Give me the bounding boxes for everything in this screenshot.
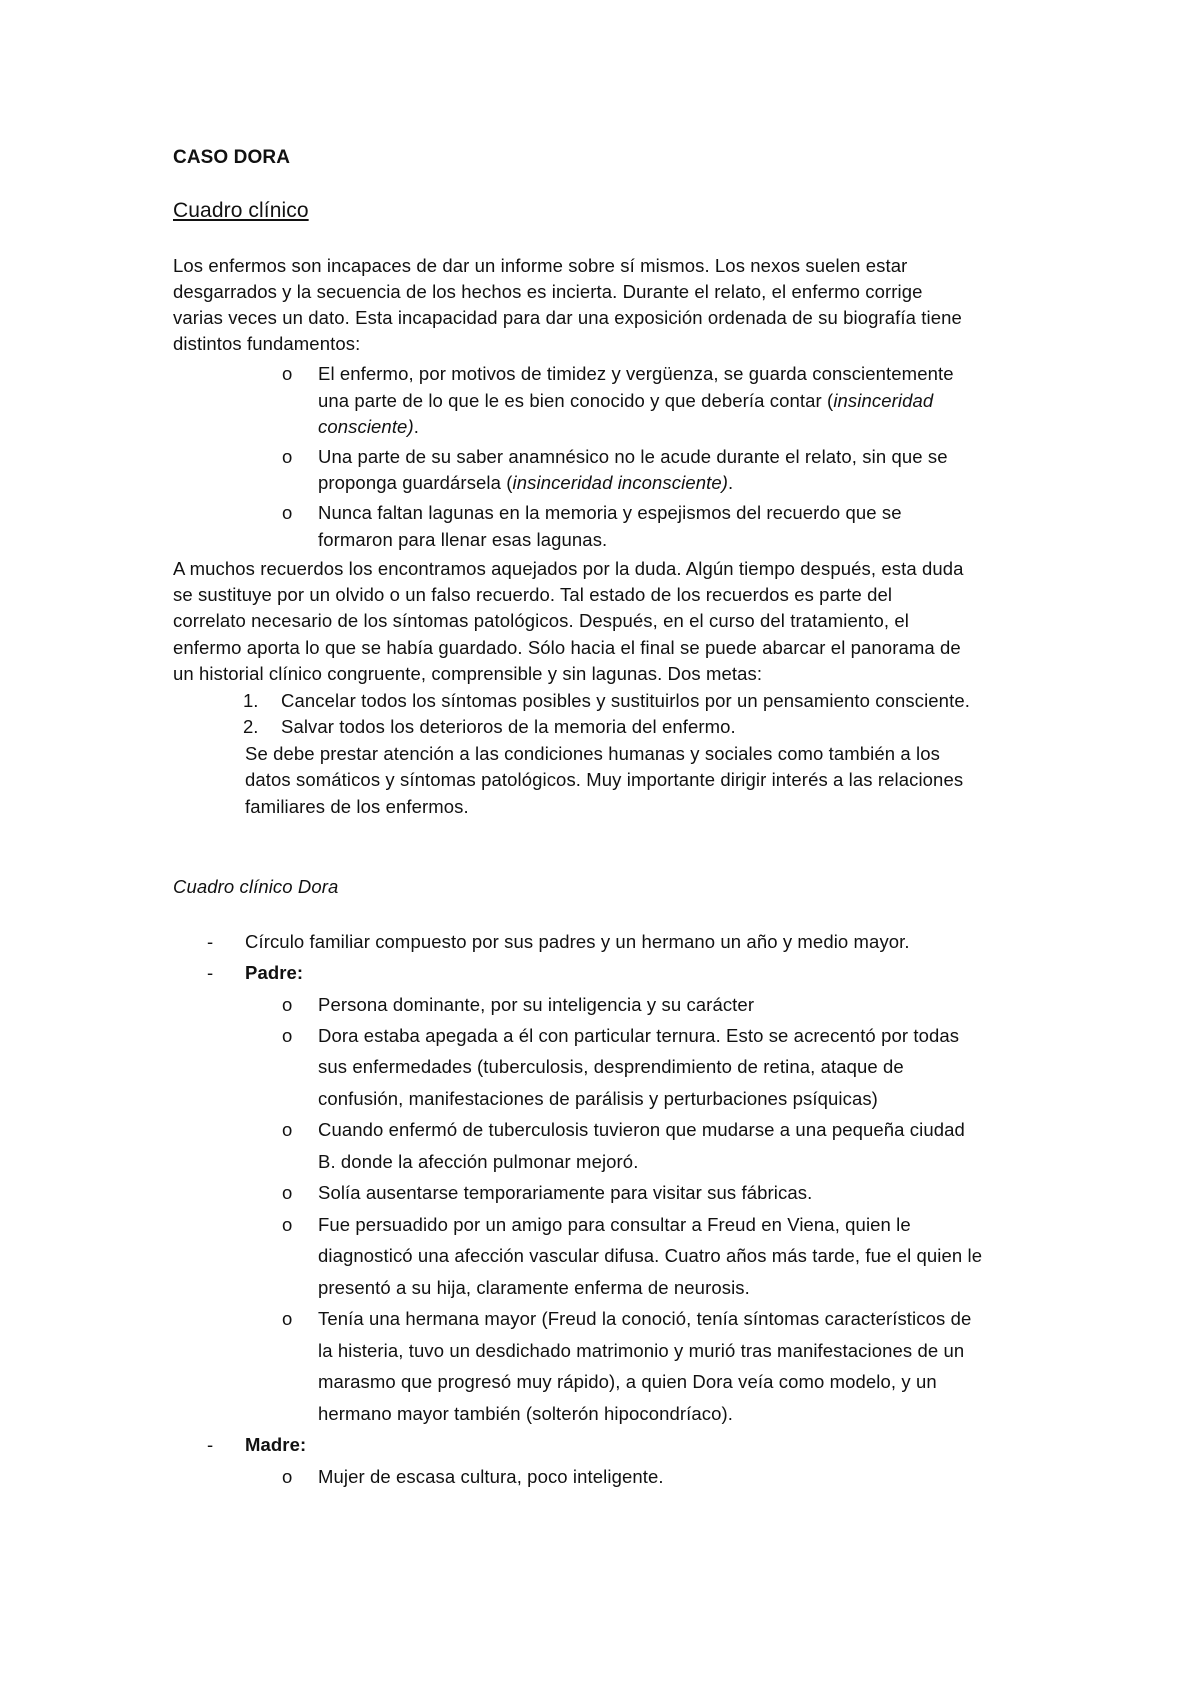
bullet-line: Solía ausentarse temporariamente para visitar sus fábricas. bbox=[318, 1182, 813, 1203]
bullet-marker: o bbox=[282, 446, 293, 467]
dash-marker: - bbox=[207, 962, 214, 983]
bullet-line: diagnosticó una afección vascular difusa. Cuatro años más tarde, fue el quien le bbox=[318, 1245, 983, 1266]
bullet-marker: o bbox=[282, 1025, 293, 1046]
bullet-marker: o bbox=[282, 363, 293, 384]
numbered-item: Cancelar todos los síntomas posibles y sustituirlos por un pensamiento consciente. bbox=[281, 690, 970, 711]
paragraph-line: distintos fundamentos: bbox=[173, 333, 361, 354]
bullet-marker: o bbox=[282, 1214, 293, 1235]
paragraph-line: A muchos recuerdos los encontramos aquejados por la duda. Algún tiempo después, esta duda bbox=[173, 558, 964, 579]
section-heading-cuadro-clinico: Cuadro clínico bbox=[173, 199, 309, 222]
italic-term: consciente) bbox=[318, 416, 414, 437]
bullet-marker: o bbox=[282, 1182, 293, 1203]
paragraph-line: familiares de los enfermos. bbox=[245, 796, 469, 817]
paragraph-line: varias veces un dato. Esta incapacidad para dar una exposición ordenada de su biografía tiene bbox=[173, 307, 962, 328]
bullet-marker: o bbox=[282, 994, 293, 1015]
bullet-line: confusión, manifestaciones de parálisis y perturbaciones psíquicas) bbox=[318, 1088, 878, 1109]
numbered-item: Salvar todos los deterioros de la memoria del enfermo. bbox=[281, 716, 736, 737]
document-title: CASO DORA bbox=[173, 147, 291, 168]
section-heading-cuadro-clinico-dora: Cuadro clínico Dora bbox=[173, 876, 339, 897]
bullet-line: presentó a su hija, claramente enferma de neurosis. bbox=[318, 1277, 750, 1298]
bullet-line: la histeria, tuvo un desdichado matrimonio y murió tras manifestaciones de un bbox=[318, 1340, 965, 1361]
bullet-marker: o bbox=[282, 1466, 293, 1487]
bullet-marker: o bbox=[282, 1119, 293, 1140]
paragraph-line: desgarrados y la secuencia de los hechos es incierta. Durante el relato, el enfermo corrige bbox=[173, 281, 923, 302]
bullet-line: formaron para llenar esas lagunas. bbox=[318, 529, 608, 550]
bullet-line: El enfermo, por motivos de timidez y vergüenza, se guarda conscientemente bbox=[318, 363, 954, 384]
padre-label: Padre: bbox=[245, 962, 304, 983]
paragraph-line: Se debe prestar atención a las condiciones humanas y sociales como también a los bbox=[245, 743, 940, 764]
italic-term: insinceridad inconsciente) bbox=[512, 472, 728, 493]
bullet-marker: o bbox=[282, 502, 293, 523]
bullet-line: hermano mayor también (solterón hipocondríaco). bbox=[318, 1403, 733, 1424]
bullet-line: marasmo que progresó muy rápido), a quien Dora veía como modelo, y un bbox=[318, 1371, 937, 1392]
paragraph-line: Los enfermos son incapaces de dar un informe sobre sí mismos. Los nexos suelen estar bbox=[173, 255, 908, 276]
bullet-line: Fue persuadido por un amigo para consultar a Freud en Viena, quien le bbox=[318, 1214, 911, 1235]
bullet-line: proponga guardársela (insinceridad inconsciente). bbox=[318, 472, 734, 493]
dash-marker: - bbox=[207, 931, 214, 952]
dash-marker: - bbox=[207, 1434, 214, 1455]
bullet-line: Dora estaba apegada a él con particular ternura. Esto se acrecentó por todas bbox=[318, 1025, 960, 1046]
list-number: 1. bbox=[243, 690, 259, 711]
bullet-line: consciente). bbox=[318, 416, 419, 437]
paragraph-line: se sustituye por un olvido o un falso recuerdo. Tal estado de los recuerdos es parte del bbox=[173, 584, 893, 605]
bullet-line: Una parte de su saber anamnésico no le acude durante el relato, sin que se bbox=[318, 446, 948, 467]
bullet-line: Cuando enfermó de tuberculosis tuvieron que mudarse a una pequeña ciudad bbox=[318, 1119, 965, 1140]
bullet-line: sus enfermedades (tuberculosis, desprendimiento de retina, ataque de bbox=[318, 1056, 904, 1077]
bullet-line: Nunca faltan lagunas en la memoria y espejismos del recuerdo que se bbox=[318, 502, 902, 523]
list-number: 2. bbox=[243, 716, 259, 737]
paragraph-line: enfermo aporta lo que se había guardado. Sólo hacia el final se puede abarcar el panorama de bbox=[173, 637, 961, 658]
paragraph-line: datos somáticos y síntomas patológicos. Muy importante dirigir interés a las relaciones bbox=[245, 769, 964, 790]
madre-label: Madre: bbox=[245, 1434, 307, 1455]
paragraph-line: un historial clínico congruente, comprensible y sin lagunas. Dos metas: bbox=[173, 663, 763, 684]
italic-term: insinceridad bbox=[833, 390, 934, 411]
bullet-marker: o bbox=[282, 1308, 293, 1329]
bullet-line: B. donde la afección pulmonar mejoró. bbox=[318, 1151, 639, 1172]
bullet-line: Persona dominante, por su inteligencia y su carácter bbox=[318, 994, 755, 1015]
paragraph-line: correlato necesario de los síntomas patológicos. Después, en el curso del tratamiento, el bbox=[173, 610, 909, 631]
dash-item: Círculo familiar compuesto por sus padres y un hermano un año y medio mayor. bbox=[245, 931, 910, 952]
bullet-line: Mujer de escasa cultura, poco inteligente. bbox=[318, 1466, 664, 1487]
bullet-line: Tenía una hermana mayor (Freud la conoció, tenía síntomas característicos de bbox=[318, 1308, 972, 1329]
bullet-line: una parte de lo que le es bien conocido y que debería contar (insinceridad bbox=[318, 390, 934, 411]
